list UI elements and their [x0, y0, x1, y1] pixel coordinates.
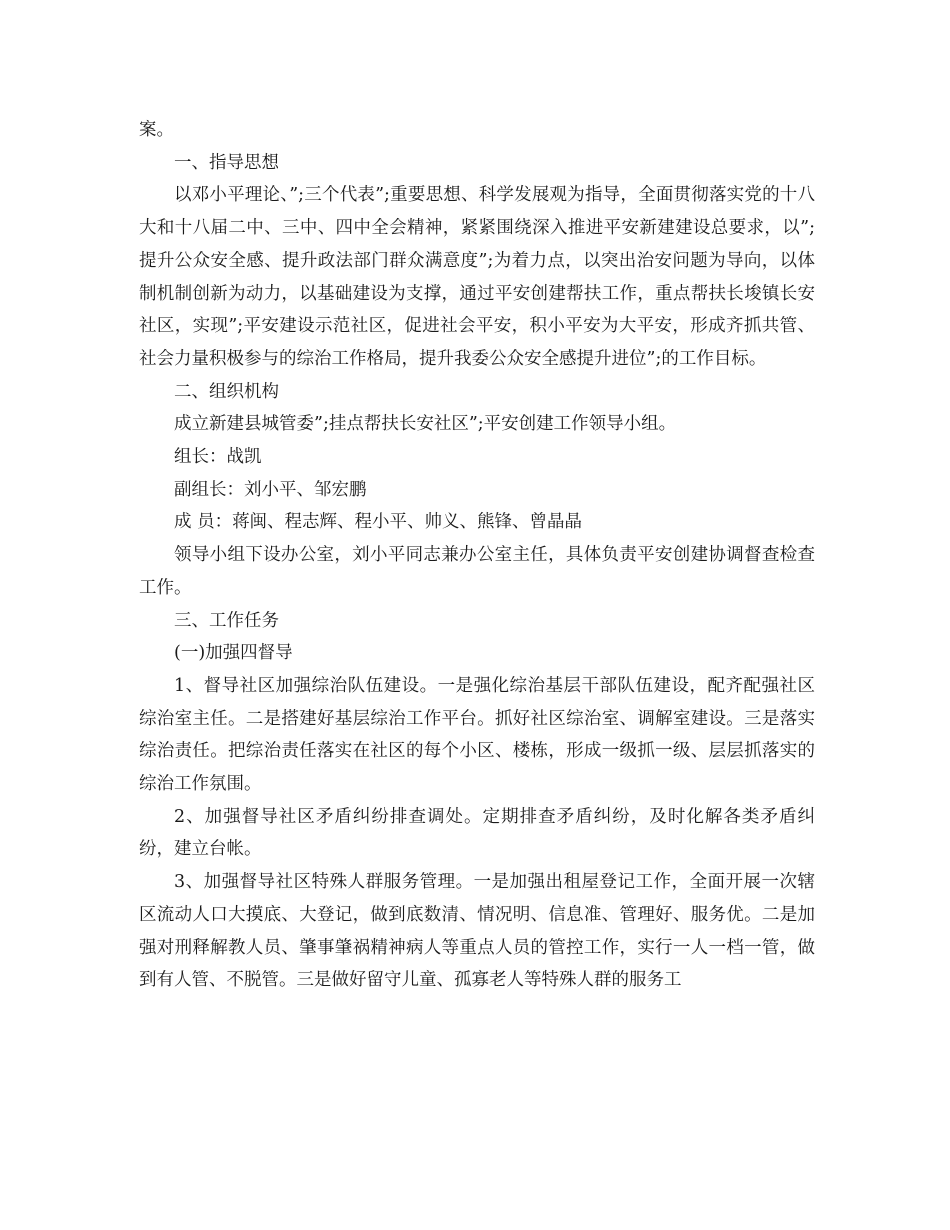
- paragraph-organization-setup: 成立新建县城管委”;挂点帮扶长安社区”;平安创建工作领导小组。: [174, 414, 677, 435]
- paragraph-task-3: 3、加强督导社区特殊人群服务管理。一是加强出租屋登记工作，全面开展一次辖区流动人口大摸底、大登记，做到底数清、情况明、信息准、管理好、服务优。二是加强对刑释解教人员、肇事肇祸精神病人等重点人员的管控工作，实行一人一档一管，做到有人管、不脱管。三是做好留守儿童、孤寡老人等特殊人群的服务工: [139, 872, 815, 991]
- heading-work-tasks: 三、工作任务: [174, 610, 279, 631]
- paragraph-members: 成 员：蒋闽、程志辉、程小平、帅义、熊锋、曾晶晶: [174, 512, 583, 533]
- heading-organization: 二、组织机构: [174, 381, 279, 402]
- paragraph-guiding-ideology: 以邓小平理论、”;三个代表”;重要思想、科学发展观为指导，全面贯彻落实党的十八大和十八届二中、三中、四中全会精神，紧紧围绕深入推进平安新建建设总要求，以”;提升公众安全感、提升政法部门群众满意度”;为着力点，以突出治安问题为导向，以体制机制创新为动力，以基础建设为支撑，通过平安创建帮扶工作，重点帮扶长埈镇长安社区，实现”;平安建设示范社区，促进社会平安，积小平安为大平安，形成齐抓共管、社会力量积极参与的综治工作格局，提升我委公众安全感提升进位”;的工作目标。: [139, 185, 815, 369]
- paragraph-task-2: 2、加强督导社区矛盾纠纷排查调处。定期排查矛盾纠纷，及时化解各类矛盾纠纷，建立台帐。: [139, 806, 815, 860]
- paragraph-task-1: 1、督导社区加强综治队伍建设。一是强化综治基层干部队伍建设，配齐配强社区综治室主任。二是搭建好基层综治工作平台。抓好社区综治室、调解室建设。三是落实综治责任。把综治责任落实在社区的每个小区、楼栋，形成一级抓一级、层层抓落实的综治工作氛围。: [139, 675, 815, 795]
- paragraph-deputy-leaders: 副组长：刘小平、邹宏鹏: [174, 479, 367, 500]
- heading-guiding-ideology: 一、指导思想: [174, 152, 279, 173]
- paragraph-continuation: 案。: [139, 120, 174, 140]
- document-body: [139, 114, 815, 997]
- paragraph-group-leader: 组长：战凯: [174, 447, 262, 468]
- subheading-four-supervisions: (一)加强四督导: [174, 643, 293, 664]
- paragraph-office: 领导小组下设办公室，刘小平同志兼办公室主任，具体负责平安创建协调督查检查工作。: [139, 545, 815, 598]
